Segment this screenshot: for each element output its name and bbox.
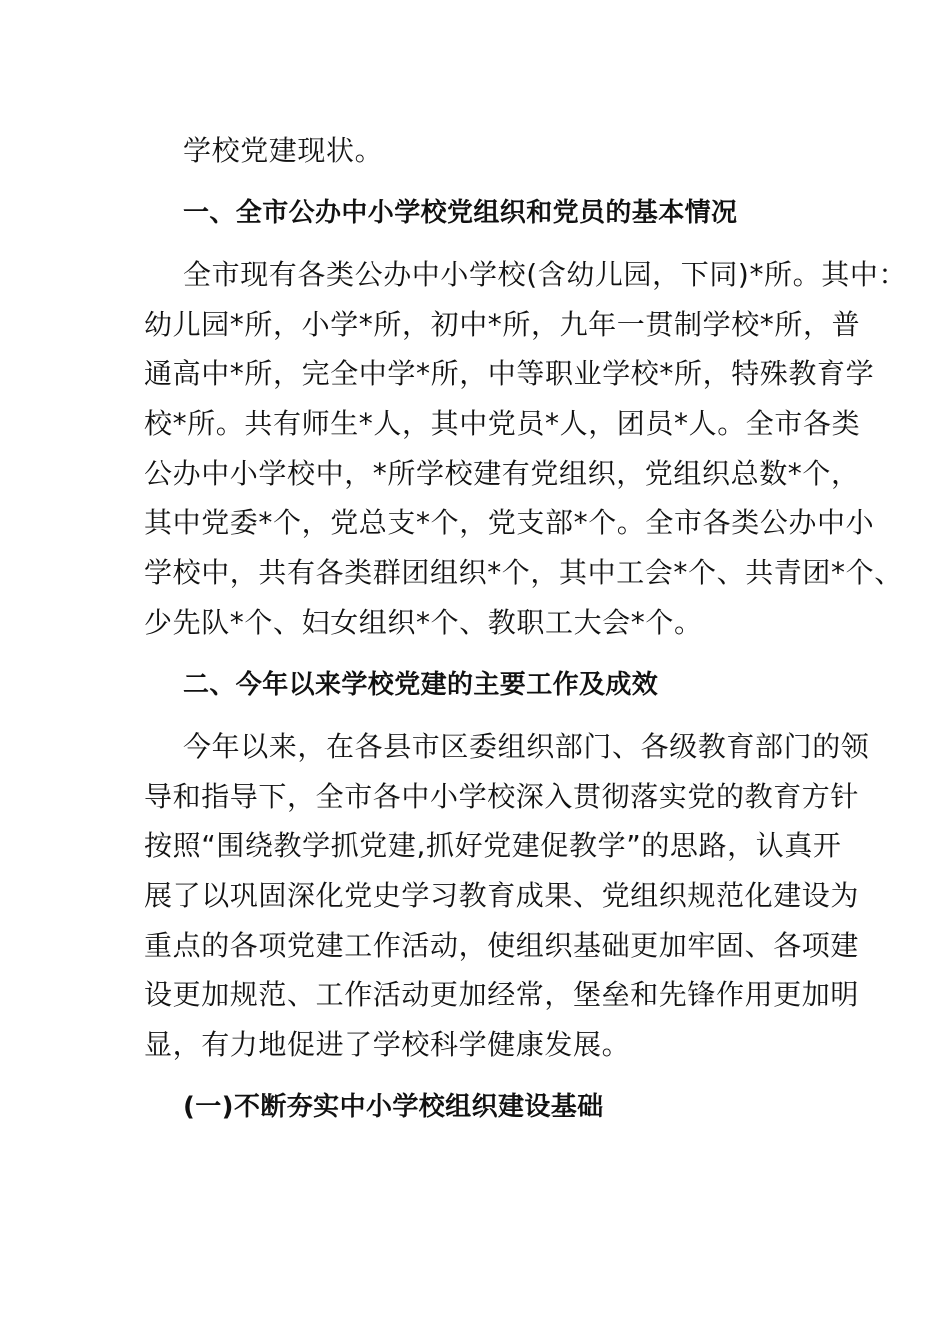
paragraph-line: 设更加规范、工作活动更加经常，堡垒和先锋作用更加明	[144, 978, 860, 1011]
paragraph-line: 公办中小学校中，*所学校建有党组织，党组织总数*个，	[144, 457, 860, 490]
paragraph-line: 学校中，共有各类群团组织*个，其中工会*个、共青团*个、	[144, 556, 903, 589]
section-heading-2: 二、今年以来学校党建的主要工作及成效	[183, 670, 659, 700]
paragraph-line: 重点的各项党建工作活动，使组织基础更加牢固、各项建	[144, 929, 860, 962]
subsection-heading: (一)不断夯实中小学校组织建设基础	[183, 1092, 604, 1122]
paragraph-line: 学校党建现状。	[183, 134, 384, 167]
paragraph-line: 今年以来，在各县市区委组织部门、各级教育部门的领	[183, 730, 870, 763]
section-heading-1: 一、全市公办中小学校党组织和党员的基本情况	[183, 198, 738, 228]
paragraph-line: 导和指导下，全市各中小学校深入贯彻落实党的教育方针	[144, 780, 860, 813]
paragraph-line: 幼儿园*所，小学*所，初中*所，九年一贯制学校*所，普	[144, 308, 861, 341]
paragraph-line: 全市现有各类公办中小学校(含幼儿园，下同)*所。其中：	[183, 258, 908, 291]
paragraph-line: 按照“围绕教学抓党建,抓好党建促教学”的思路，认真开	[144, 829, 842, 862]
paragraph-line: 其中党委*个，党总支*个，党支部*个。全市各类公办中小	[144, 506, 875, 539]
paragraph-line: 展了以巩固深化党史学习教育成果、党组织规范化建设为	[144, 879, 860, 912]
paragraph-line: 少先队*个、妇女组织*个、教职工大会*个。	[144, 606, 703, 639]
paragraph-line: 通高中*所，完全中学*所，中等职业学校*所，特殊教育学	[144, 357, 875, 390]
paragraph-line: 显，有力地促进了学校科学健康发展。	[144, 1028, 631, 1061]
paragraph-line: 校*所。共有师生*人，其中党员*人，团员*人。全市各类	[144, 407, 861, 440]
